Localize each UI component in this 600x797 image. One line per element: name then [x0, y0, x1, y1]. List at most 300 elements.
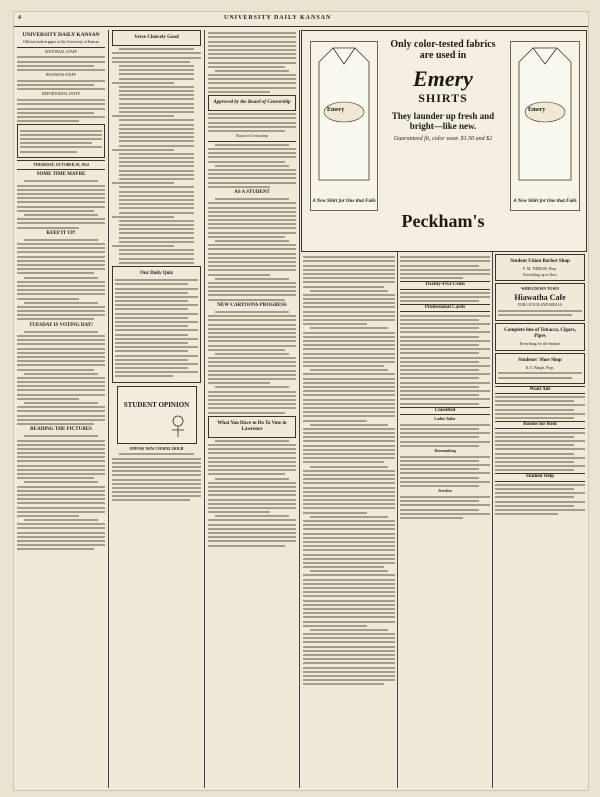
text-line — [303, 445, 395, 447]
text-line — [17, 490, 105, 492]
text-line — [119, 103, 194, 105]
text-line — [215, 515, 289, 517]
text-line — [17, 112, 94, 114]
text-line — [208, 370, 296, 372]
text-line — [17, 88, 105, 90]
text-line — [17, 80, 105, 82]
text-line — [119, 170, 194, 172]
text-line — [208, 545, 285, 547]
text-line — [208, 499, 296, 501]
text-line — [303, 579, 395, 581]
text-line — [303, 662, 395, 664]
text-line — [208, 403, 296, 405]
nameplate: UNIVERSITY DAILY KANSAN — [22, 32, 100, 38]
column-rule — [108, 30, 109, 788]
text-line — [20, 138, 102, 140]
text-line — [208, 152, 296, 154]
text-line — [303, 269, 395, 271]
text-line — [303, 365, 384, 367]
text-line — [495, 484, 585, 486]
text-line — [310, 516, 387, 518]
text-line — [495, 469, 574, 471]
shirt-brand-left: Emery — [327, 107, 345, 113]
text-line — [115, 313, 198, 315]
shoe-title: Students' Shoe Shop — [518, 357, 562, 363]
rooms-for-rent-head: Rooms for Rent — [495, 421, 585, 429]
editorial-staff-head: EDITORIAL STAFF — [44, 49, 78, 54]
text-line — [119, 73, 194, 75]
text-line — [119, 203, 194, 205]
text-line — [303, 256, 395, 258]
text-line — [17, 108, 105, 110]
text-line — [303, 315, 395, 317]
text-line — [303, 683, 384, 685]
text-line — [115, 329, 198, 331]
text-line — [495, 396, 585, 398]
text-line — [17, 306, 105, 308]
text-line — [303, 671, 395, 673]
text-line — [310, 327, 387, 329]
text-line — [115, 338, 198, 340]
text-line — [208, 511, 270, 513]
text-line — [303, 637, 395, 639]
shirt-illustration-right — [510, 41, 580, 211]
text-line — [498, 314, 572, 316]
text-line — [400, 394, 479, 396]
text-line — [112, 462, 201, 464]
text-line — [303, 390, 395, 392]
text-line — [20, 142, 92, 144]
text-line — [303, 373, 395, 375]
text-line — [303, 436, 395, 438]
text-line — [17, 423, 94, 425]
column-6 — [495, 254, 585, 788]
text-line — [303, 679, 395, 681]
text-line — [400, 352, 479, 354]
text-line — [208, 407, 296, 409]
text-line — [119, 119, 194, 121]
text-line — [119, 186, 194, 188]
text-line — [303, 633, 395, 635]
text-line — [495, 400, 574, 402]
text-line — [17, 247, 105, 249]
text-line — [400, 292, 490, 294]
text-line — [208, 340, 296, 342]
publication-notice — [17, 124, 105, 157]
text-line — [119, 86, 194, 88]
text-line — [215, 144, 289, 146]
text-line — [303, 474, 395, 476]
text-line — [400, 377, 479, 379]
text-line — [400, 403, 479, 405]
text-line — [17, 310, 105, 312]
text-line — [495, 444, 574, 446]
text-line — [303, 336, 395, 338]
text-line — [119, 90, 194, 92]
text-line — [208, 357, 296, 359]
text-line — [208, 265, 296, 267]
text-line — [17, 251, 105, 253]
text-line — [17, 544, 105, 546]
text-line — [400, 319, 479, 321]
text-line — [400, 273, 490, 275]
column-5 — [400, 254, 490, 788]
text-line — [303, 428, 395, 430]
text-line — [17, 197, 105, 199]
text-line — [303, 591, 395, 593]
text-line — [17, 103, 105, 105]
text-line — [208, 490, 296, 492]
text-line — [24, 481, 98, 483]
text-line — [495, 505, 574, 507]
text-line — [208, 53, 296, 55]
text-line — [112, 216, 174, 218]
text-line — [17, 285, 105, 287]
text-line — [303, 587, 395, 589]
text-line — [208, 248, 296, 250]
text-line — [24, 373, 98, 375]
text-line — [24, 331, 98, 333]
text-line — [112, 474, 201, 476]
ladies-tailor-head: Ladies Tailor — [434, 416, 456, 421]
text-line — [115, 334, 188, 336]
text-line — [17, 65, 94, 67]
text-line — [303, 482, 395, 484]
text-line — [303, 457, 395, 459]
text-line — [303, 306, 395, 308]
text-line — [119, 237, 194, 239]
text-line — [400, 468, 479, 470]
text-line — [115, 283, 188, 285]
text-line — [119, 140, 194, 142]
text-line — [17, 460, 105, 462]
text-line — [400, 477, 479, 479]
text-line — [24, 277, 98, 279]
text-line — [310, 369, 387, 371]
text-line — [310, 424, 387, 426]
dressmaking-head: Dressmaking — [434, 448, 456, 453]
text-line — [303, 487, 395, 489]
text-line — [303, 323, 367, 325]
text-line — [112, 479, 201, 481]
text-line — [119, 207, 194, 209]
text-line — [495, 513, 558, 515]
text-line — [208, 257, 296, 259]
quiz-box — [112, 266, 201, 383]
column-2 — [112, 30, 201, 788]
text-line — [208, 57, 296, 59]
text-line — [400, 460, 479, 462]
text-line — [17, 120, 79, 122]
text-line — [400, 464, 490, 466]
text-line — [303, 470, 395, 472]
text-line — [119, 157, 194, 159]
text-line — [495, 436, 574, 438]
ad-product: SHIRTS — [418, 91, 468, 105]
text-line — [498, 310, 582, 312]
masthead-title: UNIVERSITY DAILY KANSAN — [224, 15, 332, 21]
text-line — [208, 117, 296, 119]
text-line — [119, 224, 194, 226]
student-opinion-cartoon — [117, 386, 197, 444]
opinion-title: STUDENT OPINION — [123, 400, 190, 409]
text-line — [17, 243, 105, 245]
text-line — [208, 465, 296, 467]
text-line — [208, 182, 296, 184]
text-line — [208, 486, 296, 488]
text-line — [24, 302, 98, 304]
text-line — [310, 570, 387, 572]
text-line — [17, 456, 105, 458]
text-line — [303, 537, 395, 539]
text-line — [303, 507, 395, 509]
text-line — [119, 111, 194, 113]
editorial-title-3: TUESDAY IS VOTING DAY! — [29, 322, 93, 328]
text-line — [303, 654, 395, 656]
text-line — [208, 130, 285, 132]
text-line — [208, 332, 296, 334]
store-name: Peckham's — [401, 211, 485, 231]
text-line — [303, 621, 395, 623]
text-line — [119, 249, 194, 251]
text-line — [208, 444, 296, 446]
text-line — [112, 495, 201, 497]
text-line — [208, 62, 296, 64]
text-line — [303, 348, 395, 350]
text-line — [208, 336, 296, 338]
text-line — [17, 511, 105, 513]
text-line — [310, 290, 387, 292]
text-line — [119, 165, 194, 167]
text-line — [303, 595, 395, 597]
text-line — [17, 532, 105, 534]
text-line — [20, 151, 77, 153]
hungry-title: WHEN DOWN TOWN — [520, 287, 560, 292]
text-line — [17, 352, 105, 354]
text-line — [20, 134, 102, 136]
text-line — [400, 277, 463, 279]
text-line — [208, 328, 296, 330]
text-line — [20, 130, 102, 132]
text-line — [115, 308, 188, 310]
text-line — [17, 527, 105, 529]
text-line — [400, 472, 490, 474]
text-line — [208, 391, 296, 393]
text-line — [119, 241, 194, 243]
text-line — [310, 629, 387, 631]
text-line — [303, 361, 395, 363]
text-line — [303, 675, 395, 677]
professional-cards-head: Professional Cards — [400, 304, 490, 312]
text-line — [119, 69, 194, 71]
text-line — [208, 211, 296, 213]
text-line — [112, 82, 174, 84]
text-line — [303, 403, 395, 405]
text-line — [303, 294, 395, 296]
text-line — [400, 315, 490, 317]
text-line — [119, 232, 194, 234]
text-line — [115, 304, 198, 306]
text-line — [303, 432, 395, 434]
shoe-name: K.O. Barget, Prop. — [525, 365, 555, 370]
text-line — [303, 650, 395, 652]
text-line — [495, 413, 585, 415]
dateline: THURSDAY, OCTOBER 29, 1914 — [33, 162, 89, 167]
right-caption: A New Shirt for One that Fails — [513, 199, 577, 205]
text-line — [24, 180, 98, 182]
article-title: AS A STUDENT — [234, 189, 270, 195]
barber-title: Student Union Barber Shop — [510, 259, 570, 264]
text-line — [303, 411, 395, 413]
text-line — [17, 264, 105, 266]
text-line — [495, 501, 585, 503]
text-line — [400, 361, 479, 363]
text-line — [17, 415, 105, 417]
text-line — [208, 528, 296, 530]
text-line — [17, 298, 79, 300]
text-line — [303, 353, 395, 355]
text-line — [208, 461, 296, 463]
text-line — [400, 365, 490, 367]
text-line — [208, 532, 296, 534]
text-line — [303, 541, 395, 543]
text-line — [208, 202, 296, 204]
text-line — [400, 445, 479, 447]
text-line — [17, 343, 105, 345]
text-line — [400, 323, 490, 325]
text-line — [400, 369, 479, 371]
text-line — [400, 424, 490, 426]
text-line — [17, 498, 105, 500]
text-line — [303, 600, 395, 602]
text-line — [208, 540, 296, 542]
text-line — [112, 458, 201, 460]
text-line — [17, 540, 105, 542]
text-line — [208, 286, 296, 288]
text-line — [208, 395, 296, 397]
text-line — [303, 558, 395, 560]
text-line — [208, 399, 296, 401]
text-line — [17, 486, 105, 488]
barber-name: F. M. TIDROW, Prop. — [523, 267, 557, 271]
text-line — [115, 342, 188, 344]
text-line — [303, 478, 395, 480]
text-line — [208, 41, 296, 43]
cafe-ad — [495, 283, 585, 321]
text-line — [112, 491, 201, 493]
text-line — [495, 509, 585, 511]
text-line — [112, 182, 174, 184]
text-line — [400, 496, 490, 498]
text-line — [215, 165, 289, 167]
text-line — [17, 335, 105, 337]
text-line — [303, 407, 395, 409]
text-line — [119, 253, 194, 255]
text-line — [208, 349, 285, 351]
cafe-sub: FOR LUNCH AND MEALS — [517, 302, 563, 307]
text-line — [303, 260, 395, 262]
text-line — [400, 432, 490, 434]
text-line — [495, 417, 574, 419]
text-line — [208, 507, 296, 509]
text-line — [495, 457, 585, 459]
text-line — [303, 394, 395, 396]
text-line — [303, 319, 395, 321]
text-line — [215, 311, 289, 313]
text-line — [400, 344, 479, 346]
text-line — [115, 350, 188, 352]
text-line — [208, 299, 285, 301]
text-line — [17, 364, 105, 366]
text-line — [400, 260, 490, 262]
text-line — [208, 236, 285, 238]
text-line — [208, 45, 296, 47]
text-line — [400, 382, 490, 384]
text-line — [17, 210, 94, 212]
text-line — [115, 288, 198, 290]
text-line — [400, 398, 490, 400]
text-line — [17, 523, 105, 525]
tobacco-title: Complete line of Tobacco, Cigars, Pipes — [504, 327, 576, 339]
text-line — [24, 239, 98, 241]
text-line — [17, 84, 94, 86]
text-line — [208, 524, 296, 526]
text-line — [208, 345, 296, 347]
text-line — [119, 98, 194, 100]
masthead — [14, 12, 588, 27]
text-line — [119, 94, 194, 96]
text-line — [208, 173, 296, 175]
text-line — [303, 512, 367, 514]
text-line — [119, 262, 194, 264]
text-line — [119, 48, 194, 50]
text-line — [17, 201, 105, 203]
text-line — [303, 281, 395, 283]
text-line — [24, 402, 98, 404]
text-line — [115, 346, 198, 348]
text-line — [112, 487, 201, 489]
text-line — [17, 318, 94, 320]
vote-box — [208, 416, 296, 438]
text-line — [208, 219, 296, 221]
text-line — [303, 449, 395, 451]
text-line — [303, 499, 395, 501]
shirt-illustration-left — [310, 41, 378, 211]
text-line — [119, 258, 194, 260]
text-line — [17, 185, 105, 187]
text-line — [303, 298, 395, 300]
text-line — [17, 494, 105, 496]
tobacco-sub: Everything for the Smoker — [519, 341, 561, 346]
column-4 — [303, 254, 395, 788]
text-line — [17, 381, 105, 383]
text-line — [208, 290, 296, 292]
text-line — [303, 461, 384, 463]
text-line — [303, 399, 395, 401]
text-line — [17, 348, 105, 350]
text-line — [303, 533, 395, 535]
text-line — [208, 215, 296, 217]
text-line — [303, 378, 395, 380]
text-line — [495, 453, 574, 455]
text-line — [17, 452, 105, 454]
text-line — [115, 321, 198, 323]
text-line — [303, 491, 395, 493]
text-line — [400, 327, 479, 329]
text-line — [119, 178, 194, 180]
text-line — [303, 520, 395, 522]
text-line — [119, 191, 194, 193]
